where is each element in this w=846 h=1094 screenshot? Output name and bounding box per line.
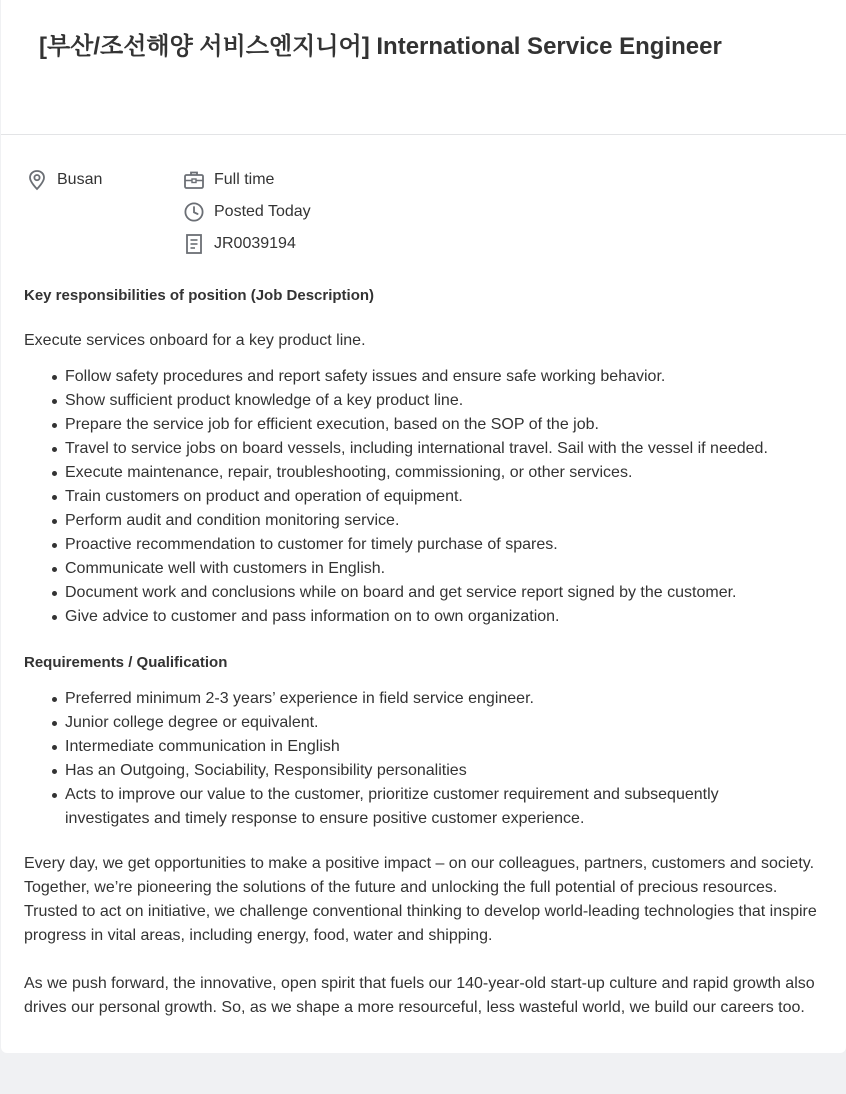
- job-meta: [1, 168, 846, 258]
- job-title: [부산/조선해양 서비스엔지니어] International Service Engineer: [39, 33, 722, 60]
- job-header: [1, 0, 846, 135]
- job-requisition-id: [182, 232, 296, 256]
- document-icon: [182, 232, 206, 256]
- list-item: Prepare the service job for efficient execution, based on the SOP of the job.: [65, 413, 824, 437]
- about-paragraph-1: Every day, we get opportunities to make a positive impact – on our colleagues, partners, customers and society. Together, we’re pioneering the solutions of the future and unlocking the full potential of precious resources. Trusted to act on initiative, we challenge conventional thinking to develop world-leading technologies that inspire progress in vital areas, including energy, food, water and shipping.: [24, 855, 817, 944]
- job-posting-card: [1, 0, 846, 1053]
- responsibilities-list: [24, 365, 824, 629]
- clock-icon: [182, 200, 206, 224]
- list-item: Preferred minimum 2-3 years’ experience in field service engineer.: [65, 687, 824, 711]
- requirements-heading: Requirements / Qualification: [24, 654, 228, 671]
- list-item: Give advice to customer and pass information on to own organization.: [65, 605, 824, 629]
- responsibilities-heading: Key responsibilities of position (Job Description): [24, 287, 375, 304]
- requirements-list: [24, 687, 824, 831]
- list-item: Execute maintenance, repair, troubleshooting, commissioning, or other services.: [65, 461, 824, 485]
- employment-type-label: Full time: [214, 171, 275, 188]
- list-item: Intermediate communication in English: [65, 735, 824, 759]
- list-item: Junior college degree or equivalent.: [65, 711, 824, 735]
- list-item: Perform audit and condition monitoring service.: [65, 509, 824, 533]
- briefcase-icon: [182, 168, 206, 192]
- requisition-id-label: JR0039194: [214, 235, 296, 252]
- list-item: Has an Outgoing, Sociability, Responsibility personalities: [65, 759, 824, 783]
- job-employment-type: [182, 168, 274, 192]
- list-item: Travel to service jobs on board vessels, including international travel. Sail with the vessel if needed.: [65, 437, 824, 461]
- location-pin-icon: [25, 168, 49, 192]
- description-intro: Execute services onboard for a key product line.: [24, 332, 366, 349]
- list-item: Proactive recommendation to customer for timely purchase of spares.: [65, 533, 824, 557]
- job-posted-date: [182, 200, 311, 224]
- location-label: Busan: [57, 171, 103, 188]
- about-paragraph-2: As we push forward, the innovative, open spirit that fuels our 140-year-old start-up culture and rapid growth also drives our personal growth. So, as we shape a more resourceful, less wasteful world, we build our careers too.: [24, 975, 815, 1016]
- list-item: Train customers on product and operation of equipment.: [65, 485, 824, 509]
- posted-label: Posted Today: [214, 203, 311, 220]
- job-description: [24, 284, 824, 1020]
- list-item: Show sufficient product knowledge of a key product line.: [65, 389, 824, 413]
- list-item: Communicate well with customers in English.: [65, 557, 824, 581]
- list-item: Document work and conclusions while on board and get service report signed by the customer.: [65, 581, 824, 605]
- list-item: Acts to improve our value to the customer, prioritize customer requirement and subsequently investigates and timely response to ensure positive customer experience.: [65, 783, 824, 831]
- list-item: Follow safety procedures and report safety issues and ensure safe working behavior.: [65, 365, 824, 389]
- job-location: [25, 168, 102, 192]
